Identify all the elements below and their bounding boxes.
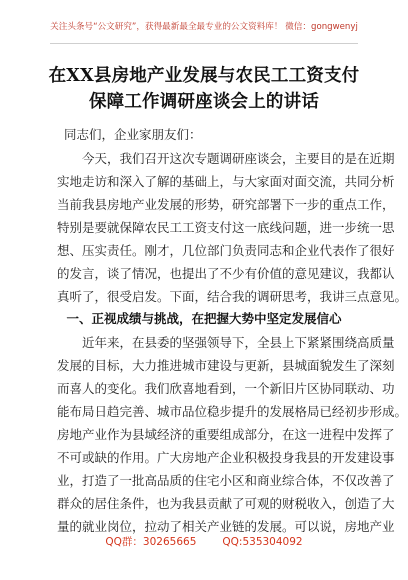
section-line: 群众的居住条件，也为我县贡献了可观的财税收入，创造了大 (57, 496, 395, 511)
section-line: 业，打造了一批高品质的住宅小区和商业综合体，不仅改善了 (57, 473, 395, 488)
footer-qq-group: QQ群：30265665 (105, 536, 197, 548)
section-1-heading: 一、正视成绩与挑战，在把握大势中坚定发展信心 (66, 311, 342, 326)
section-line: 近年来，在县委的坚强领导下，全县上下紧紧围绕高质量 (82, 335, 395, 350)
document-title-line-2: 保障工作调研座谈会上的讲话 (88, 92, 320, 112)
section-line: 不可或缺的作用。广大房地产企业积极投身我县的开发建设事 (57, 450, 395, 465)
footer-contact (0, 534, 408, 549)
greeting: 同志们，企业家朋友们： (64, 127, 202, 142)
paragraph-line: 想、压实责任。刚才，几位部门负责同志和企业代表作了很好 (57, 243, 395, 258)
section-line: 量的就业岗位，拉动了相关产业链的发展。可以说，房地产业 (57, 519, 395, 534)
paragraph-line: 的发言，谈了情况，也提出了不少有价值的意见建议，我都认 (57, 266, 395, 281)
paragraph-line: 特别是要就保障农民工工资支付这一底线问题，进一步统一思 (57, 220, 395, 235)
paragraph-line: 实地走访和深入了解的基础上，与大家面对面交流，共同分析 (57, 174, 395, 189)
document-title-line-1: 在XX县房地产业发展与农民工工资支付 (48, 66, 360, 86)
paragraph-line: 今天，我们召开这次专题调研座谈会，主要目的是在近期 (82, 151, 395, 166)
section-line: 能布局日趋完善、城市品位稳步提升的发展格局已经初步形成。 (57, 404, 408, 419)
paragraph-line: 真听了，很受启发。下面，结合我的调研思考，我讲三点意见。 (57, 289, 408, 304)
paragraph-line: 当前我县房地产业发展的形势，研究部署下一步的重点工作， (57, 197, 395, 212)
header-promo-text: 关注头条号“公文研究”，获得最新最全最专业的公文资料库！ 微信：gongwenyj (50, 22, 358, 32)
section-line: 而喜人的变化。我们欣喜地看到，一个新旧片区协同联动、功 (57, 381, 395, 396)
footer-qq: QQ:535304092 (222, 536, 303, 548)
header-divider (50, 43, 358, 44)
section-line: 发展的目标，大力推进城市建设与更新，县城面貌发生了深刻 (57, 358, 395, 373)
section-line: 房地产业作为县域经济的重要组成部分，在这一进程中发挥了 (57, 427, 395, 442)
